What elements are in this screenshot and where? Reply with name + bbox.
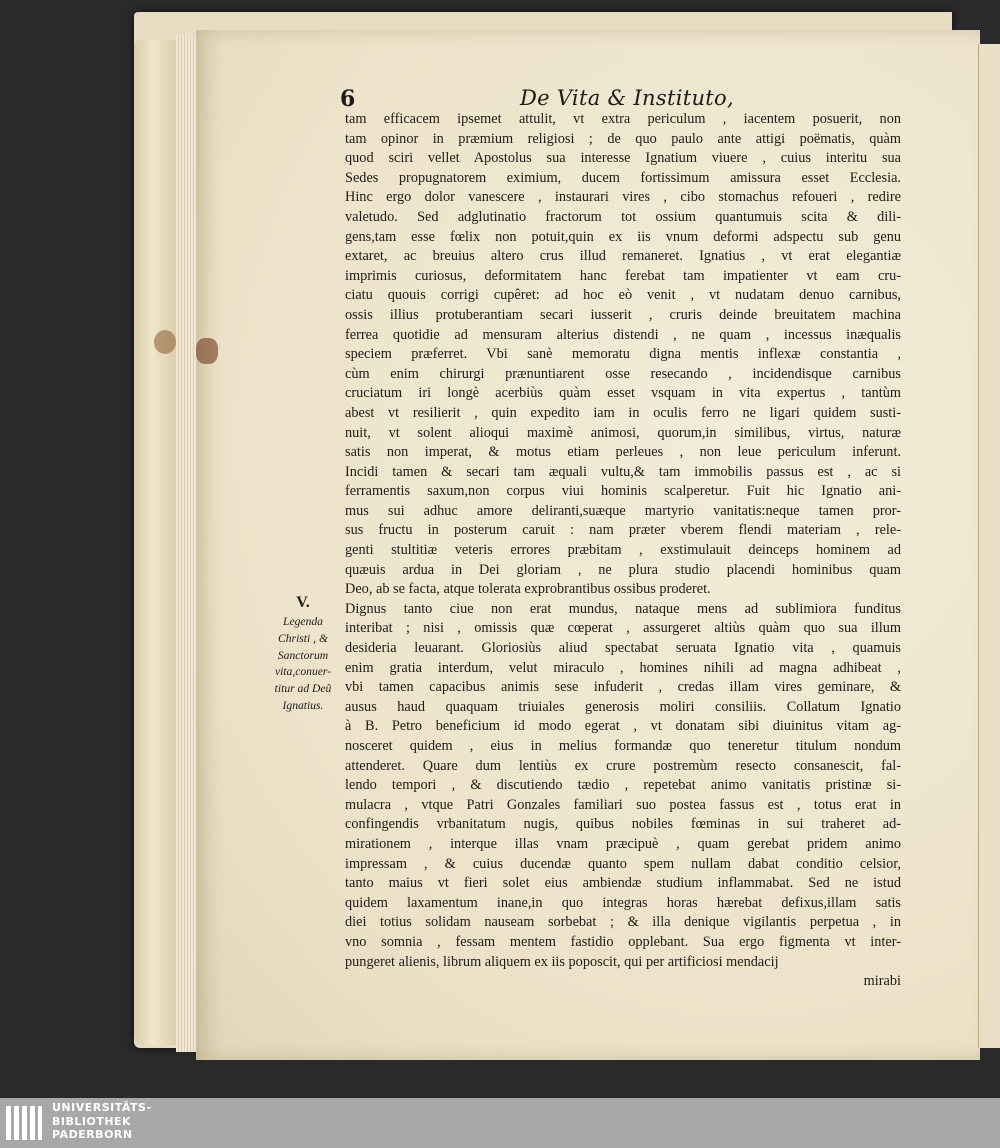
ink-stain bbox=[196, 338, 218, 364]
text-line: ferrea quotidie ad mensuram alterius distendi , ne quam , incessus inæqualis bbox=[345, 326, 901, 343]
marginal-line: Sanctorum bbox=[277, 648, 329, 662]
text-line: imprimis curiosus, deformitatem hanc ferebat tam impatienter vt eam cru- bbox=[345, 267, 901, 284]
text-line: vno somnia , fessam mentem fastidio opplebant. Sua ergo figmenta vt inter- bbox=[345, 933, 901, 950]
marginal-line: Ignatius. bbox=[282, 698, 324, 712]
marginal-line: vita,conuer- bbox=[274, 665, 332, 679]
text-line: quidem laxamentum inane,in quo integras horas hærebat defixus,illam satis bbox=[345, 894, 901, 911]
text-line: genti stultitiæ veteris errores præbitam , exstimulauit deinceps hominem ad bbox=[345, 542, 901, 559]
text-line: diei totius solidam nauseam sorbebat ; & illa denique vigilantis perpetua , in bbox=[345, 914, 901, 931]
text-line: tam opinor in præmium religiosi ; de quo paulo ante attigi poëmatis, quàm bbox=[345, 130, 901, 147]
text-line: Hinc ergo dolor vanescere , instaurari vires , cibo stomachus refoueri , redire bbox=[345, 189, 901, 206]
text-line: interibat ; nisi , omissis quæ cœperat , assurgeret altiùs quàm quo sua illum bbox=[345, 620, 901, 637]
text-line: ciatu quouis corrigi cupêret: ad hoc eò venit , vt nudatam denuo carnibus, bbox=[345, 287, 901, 304]
library-logo-icon bbox=[4, 1102, 44, 1144]
text-line: impressam , & cuius ducendæ quanto spem nullam dabat conditio celsior, bbox=[345, 855, 901, 872]
library-name-line: BIBLIOTHEK bbox=[52, 1114, 132, 1128]
text-line: Sedes propugnatorem eximium, ducem fortissimum amissura esset Ecclesia. bbox=[345, 169, 901, 186]
body-text bbox=[345, 110, 901, 992]
marginal-line: titur ad Deũ bbox=[274, 682, 332, 696]
text-line: lendo tempori , & discutiendo tædio , repetebat animo vanitatis pristinæ si- bbox=[345, 777, 901, 794]
marginal-line: Legenda bbox=[283, 615, 323, 628]
text-line: ausus haud quaquam triuiales generosis moliri consiliis. Collatum Ignatio bbox=[345, 698, 901, 715]
text-line: cruciatum iri longè acerbiùs quàm esset vsquam in vita expertus , tantùm bbox=[345, 385, 901, 402]
text-line: attenderet. Quare dum lentiùs ex crure postremùm resecto consanescit, fal- bbox=[345, 757, 901, 774]
text-line: vbi tamen capacibus animis sese infuderit , credas illam vires geminare, & bbox=[345, 679, 901, 696]
library-name bbox=[52, 1101, 152, 1142]
text-line: mulacra , vtque Patri Gonzales familiari suo postea fassus est , totus erat in bbox=[345, 796, 901, 813]
facing-page-edge bbox=[978, 44, 1000, 1048]
text-line: à B. Petro beneficium id modo egerat , vt donatam sibi diuinitus vitam ag- bbox=[345, 718, 901, 735]
text-line: extaret, ac breuius altero crus illud remaneret. Ignatius , vt erat elegantiæ bbox=[345, 248, 901, 265]
marginal-number: V. bbox=[296, 594, 310, 611]
text-line: ossis illius protuberantiam secari iusserit , cruris deinde breuitatem machina bbox=[345, 306, 901, 323]
text-line: speciem præferret. Vbi sanè memoratu digna mentis inflexæ constantia , bbox=[345, 346, 901, 363]
text-line: mus sui adhuc amore deliranti,suæque martyrio vanitatis:neque tamen pror- bbox=[345, 502, 901, 519]
text-line: Dignus tanto ciue non erat mundus, nataque mens ad sublimiora funditus bbox=[345, 600, 901, 617]
text-line: pungeret alienis, librum aliquem ex iis poposcit, qui per artificiosi mendacij bbox=[345, 953, 779, 970]
text-line: gens,tam esse fœlix non potuit,quin ex iis vnum deformi adspectu sub genu bbox=[345, 228, 901, 245]
library-name-line: PADERBORN bbox=[52, 1128, 133, 1141]
library-name-line: UNIVERSITÄTS- bbox=[52, 1101, 152, 1114]
page-number: 6 bbox=[340, 86, 356, 112]
running-title: De Vita & Instituto, bbox=[520, 86, 734, 110]
text-line: sus fructu in posterum caruit : nam præter vberem flendi materiam , rele- bbox=[345, 522, 901, 539]
text-line: quod sciri vellet Apostolus sua interesse Ignatium viuere , cuius interitu sua bbox=[345, 150, 901, 167]
text-line: tanto maius vt fieri solet eius ambiendæ studium inflammabat. Sed ne istud bbox=[345, 875, 901, 892]
text-line: abest vt resilierit , quin expedito iam in oculis ferro ne ligari quidem susti- bbox=[345, 404, 901, 421]
catchword: mirabi bbox=[863, 973, 901, 990]
text-line: nosceret quidem , eius in melius formandæ quo teneretur titulum nondum bbox=[345, 738, 901, 754]
marginal-note bbox=[262, 594, 344, 715]
text-line: satis non imperat, & motus etiam perleues , non leue periculum inferunt. bbox=[345, 444, 901, 461]
text-line: desideria leuarant. Gloriosiùs aliud spectabat seruata Ignatio vita , quamuis bbox=[345, 640, 901, 657]
text-line: Incidi tamen & secari tam æquali vultu,& tam immobilis passus est , ac si bbox=[345, 463, 901, 480]
text-line: quæuis ardua in Dei gloriam , ne plura studio placendi hominibus quam bbox=[345, 561, 901, 578]
text-line: valetudo. Sed adglutinatio fractorum tot ossium quantumuis scita & dili- bbox=[345, 208, 901, 225]
library-footer bbox=[0, 1098, 1000, 1148]
text-line: enim gratia interdum, velut miraculo , homines nihili ad magna adhibeat , bbox=[345, 659, 901, 676]
text-line: Deo, ab se facta, atque tolerata exprobrantibus ossibus proderet. bbox=[345, 581, 711, 598]
text-line: cùm enim chirurgi prænuntiarent osse resecando , incidendisque carnibus bbox=[345, 365, 901, 382]
text-line: nuit, vt solent alioqui maximè animosi, quorum,in similibus, virtus, naturæ bbox=[345, 424, 901, 441]
text-line: tam efficacem ipsemet attulit, vt extra periculum , iacentem posuerit, non bbox=[345, 111, 901, 127]
book-spine bbox=[134, 40, 180, 1045]
text-line: mirationem , interque illas vnam præcipuè , quam gerebat pridem animo bbox=[345, 835, 901, 852]
stain-mark bbox=[154, 330, 176, 354]
text-line: ferramentis saxum,non corpus viui hominis scalperetur. Fuit hic Ignatio ani- bbox=[345, 483, 901, 500]
marginal-line: Christi , & bbox=[278, 631, 328, 645]
text-line: confingendis vrbanitatum nugis, quibus nobiles fœminas in sui traheret ad- bbox=[345, 816, 901, 833]
